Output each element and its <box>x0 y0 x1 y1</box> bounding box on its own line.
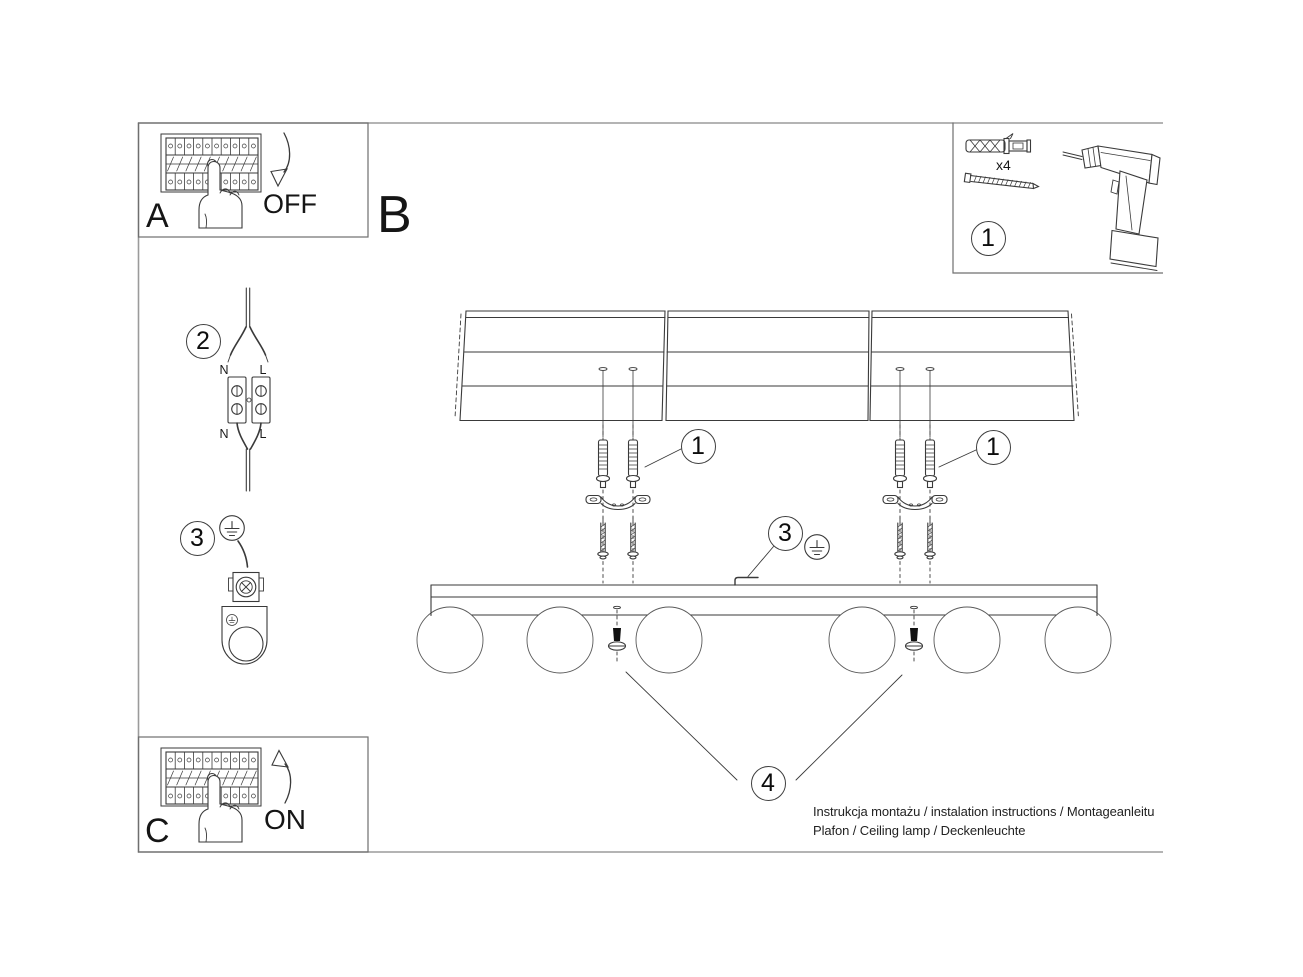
arrow-down-icon <box>271 133 290 186</box>
callout-3-earth-left: 3 <box>180 521 215 556</box>
earth-wire-hook <box>735 578 758 586</box>
breaker-panel-on-illustration <box>161 748 261 842</box>
fastener-stack-1 <box>597 425 610 583</box>
fastener-stack-3 <box>894 425 907 583</box>
bracket-left <box>586 496 650 510</box>
arrow-up-icon <box>272 751 291 804</box>
anchor-quantity-label: x4 <box>996 157 1011 173</box>
glass-shade-5 <box>934 607 1000 673</box>
terminal-label-n-bottom: N <box>219 427 229 441</box>
screw-icon <box>964 173 1038 188</box>
wall-plug-icon <box>966 134 1031 154</box>
glass-shade-1 <box>417 607 483 673</box>
callout-2-wiring: 2 <box>186 324 221 359</box>
earth-wire-icon <box>238 541 248 567</box>
earth-terminal-icon <box>222 573 267 665</box>
callout-1-anchors-left: 1 <box>681 429 716 464</box>
power-cable-icon <box>228 288 268 362</box>
fastener-stack-4 <box>924 425 937 583</box>
callout-1-anchors-right: 1 <box>976 430 1011 465</box>
glass-shade-6 <box>1045 607 1111 673</box>
terminal-label-l-bottom: L <box>259 427 267 441</box>
terminal-label-l-top: L <box>259 363 267 377</box>
callout-4-shades: 4 <box>751 766 786 801</box>
breaker-panel-off-illustration <box>161 134 261 228</box>
box-a-state-off: OFF <box>263 189 317 219</box>
terminal-label-n-top: N <box>219 363 229 377</box>
earth-symbol-left <box>220 516 245 541</box>
ceiling-rail <box>455 311 1079 421</box>
box-frames <box>139 123 1164 852</box>
box-a-label: A <box>146 197 169 235</box>
box-c-state-on: ON <box>264 804 306 835</box>
glass-shade-3 <box>636 607 702 673</box>
section-letter-b: B <box>377 186 412 244</box>
footer-product-line: Plafon / Ceiling lamp / Deckenleuchte <box>813 823 1026 838</box>
glass-shade-2 <box>527 607 593 673</box>
box-c-label: C <box>145 812 170 850</box>
sheet-border <box>139 123 1164 852</box>
earth-symbol-center <box>805 535 830 560</box>
bracket-right <box>883 496 947 510</box>
callout-1-parts: 1 <box>971 221 1006 256</box>
glass-shade-4 <box>829 607 895 673</box>
drill-icon <box>1063 146 1160 271</box>
callout-3-earth-center: 3 <box>768 516 803 551</box>
fastener-stack-2 <box>627 425 640 583</box>
lamp-bar <box>417 578 1111 674</box>
footer-title-line: Instrukcja montażu / instalation instructions / Montageanleitu <box>813 804 1155 819</box>
terminal-block-icon <box>228 377 270 423</box>
